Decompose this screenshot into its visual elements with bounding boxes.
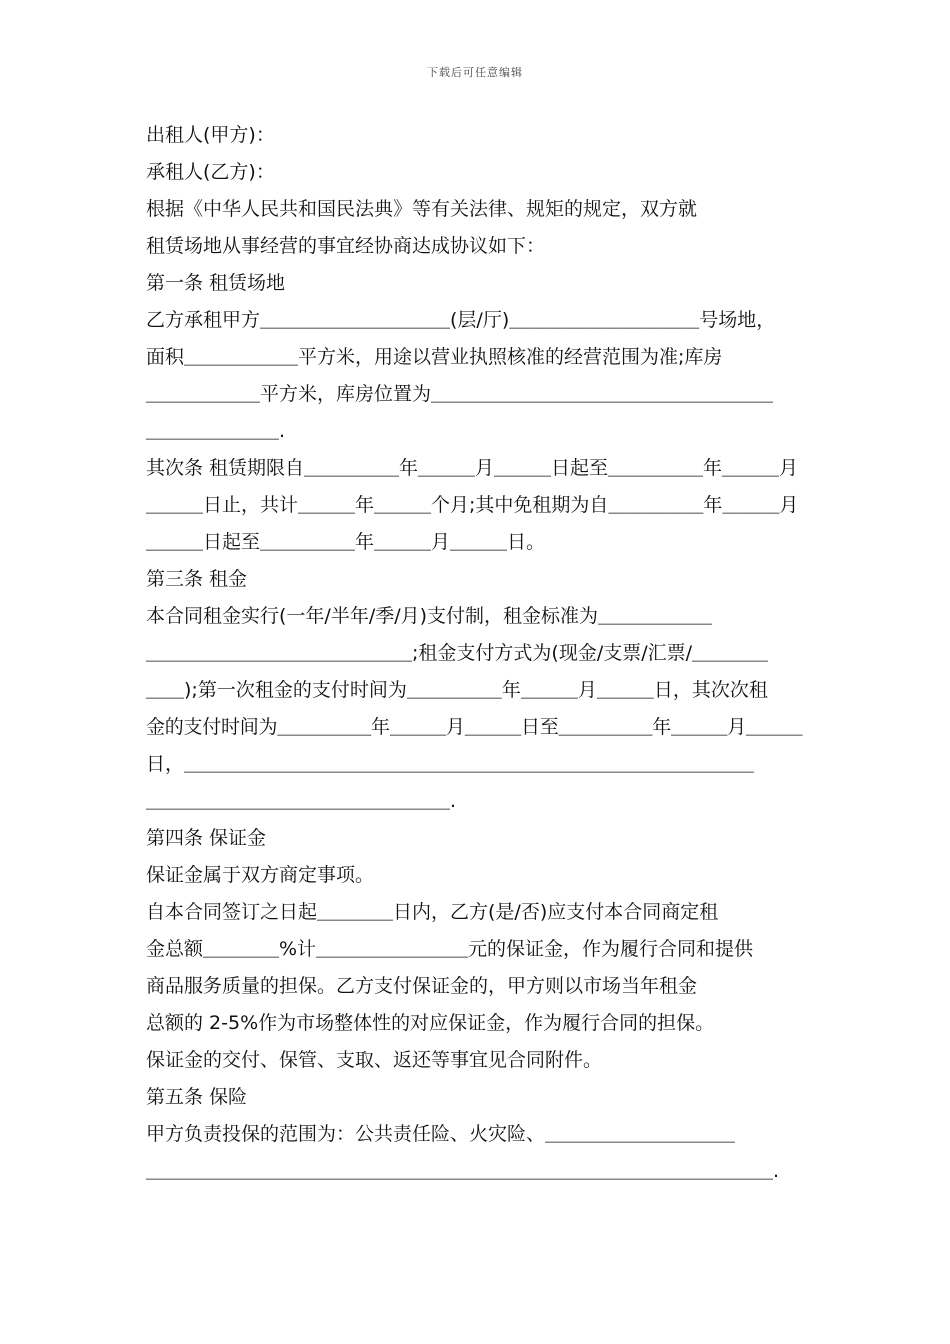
text-line: ＿＿＿日止，共计＿＿＿年＿＿＿个月;其中免租期为自＿＿＿＿＿年＿＿＿月 — [146, 494, 799, 516]
text-line: 租赁场地从事经营的事宜经协商达成协议如下： — [146, 235, 546, 257]
text-line: 保证金的交付、保管、支取、返还等事宜见合同附件。 — [146, 1049, 603, 1071]
text-line: ＿＿＿＿＿＿＿＿＿＿＿＿＿＿;租金支付方式为(现金/支票/汇票/＿＿＿＿ — [146, 642, 769, 664]
section-heading: 第三条 租金 — [146, 568, 248, 590]
text-line: ＿＿);第一次租金的支付时间为＿＿＿＿＿年＿＿＿月＿＿＿日，其次次租 — [146, 679, 768, 701]
text-line: 金的支付时间为＿＿＿＿＿年＿＿＿月＿＿＿日至＿＿＿＿＿年＿＿＿月＿＿＿ — [146, 716, 803, 738]
text-line: 其次条 租赁期限自＿＿＿＿＿年＿＿＿月＿＿＿日起至＿＿＿＿＿年＿＿＿月 — [146, 457, 799, 479]
section-heading: 第五条 保险 — [146, 1086, 248, 1108]
text-line: 商品服务质量的担保。乙方支付保证金的，甲方则以市场当年租金 — [146, 975, 698, 997]
header-note: 下载后可任意编辑 — [427, 66, 523, 79]
text-line: ＿＿＿＿＿＿＿. — [146, 420, 286, 442]
text-line: 根据《中华人民共和国民法典》等有关法律、规矩的规定，双方就 — [146, 198, 698, 220]
text-line: 保证金属于双方商定事项。 — [146, 864, 375, 886]
text-line: 自本合同签订之日起＿＿＿＿日内，乙方(是/否)应支付本合同商定租 — [146, 901, 719, 923]
text-line: 承租人(乙方)： — [146, 161, 275, 183]
section-heading: 第一条 租赁场地 — [146, 272, 286, 294]
text-line: ＿＿＿日起至＿＿＿＿＿年＿＿＿月＿＿＿日。 — [146, 531, 546, 553]
text-line: ＿＿＿＿＿＿平方米，库房位置为＿＿＿＿＿＿＿＿＿＿＿＿＿＿＿＿＿＿ — [146, 383, 774, 405]
text-line: 甲方负责投保的范围为：公共责任险、火灾险、＿＿＿＿＿＿＿＿＿＿ — [146, 1123, 736, 1145]
text-line: 本合同租金实行(一年/半年/季/月)支付制，租金标准为＿＿＿＿＿＿ — [146, 605, 713, 627]
text-line: 金总额＿＿＿＿%计＿＿＿＿＿＿＿＿元的保证金，作为履行合同和提供 — [146, 938, 754, 960]
text-line: 乙方承租甲方＿＿＿＿＿＿＿＿＿＿(层/厅)＿＿＿＿＿＿＿＿＿＿号场地， — [146, 309, 776, 331]
text-line: ＿＿＿＿＿＿＿＿＿＿＿＿＿＿＿＿＿＿＿＿＿＿＿＿＿＿＿＿＿＿＿＿＿. — [146, 1160, 780, 1182]
contract-body — [146, 117, 810, 1190]
text-line: ＿＿＿＿＿＿＿＿＿＿＿＿＿＿＿＿. — [146, 790, 457, 812]
text-line: 出租人(甲方)： — [146, 124, 275, 146]
text-line: 面积＿＿＿＿＿＿平方米，用途以营业执照核准的经营范围为准;库房 — [146, 346, 723, 368]
text-line: 日，＿＿＿＿＿＿＿＿＿＿＿＿＿＿＿＿＿＿＿＿＿＿＿＿＿＿＿＿＿＿ — [146, 753, 755, 775]
section-heading: 第四条 保证金 — [146, 827, 267, 849]
text-line: 总额的 2-5%作为市场整体性的对应保证金，作为履行合同的担保。 — [146, 1012, 715, 1034]
